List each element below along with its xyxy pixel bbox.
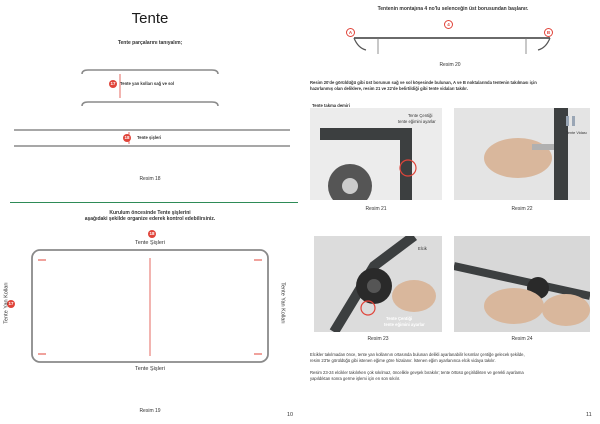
paragraph1-line1: Resim 20'de görüldüğü gibi üst borunun sağ ve sol köşesinde bulunan, A ve B noktalarında tentenin takılması için: [310, 80, 537, 85]
page-number-right: 11: [586, 412, 592, 418]
figure-18-caption: Resim 18: [139, 176, 161, 182]
photo-24: [454, 236, 590, 332]
canopy-rods-label: Tente şişleri: [137, 135, 162, 140]
figure-24-caption: Resim 24: [511, 336, 533, 342]
frame-bottom-label: Tente Şişleri: [135, 366, 165, 372]
frame-layout-illustration: [28, 246, 272, 366]
assembly-note-line1: Kurulum öncesinde Tente şişlerini: [109, 210, 191, 216]
photo21-label-right1: Tente Çentiği: [408, 113, 433, 118]
photo23-label-bottom1: Tente Çentiği: [386, 316, 413, 321]
side-bar-illustration: [80, 68, 220, 108]
section-divider: [10, 202, 298, 203]
intro-text: Tentenin montajına 4 no'lu selenceğin üst borusundan başlanır.: [377, 6, 529, 12]
frame-right-label: Tente Yan Kolları: [279, 282, 286, 324]
paragraph2-line2: resim 23'te görüldüğü gibi istenen eğime göre hizalanır. İstenen eğim ayarlanınca elcik vidaya takılır.: [310, 358, 496, 363]
figure-22-caption: Resim 22: [511, 206, 533, 212]
photo22-label: Tente Vidası: [566, 131, 587, 135]
page-title: Tente: [131, 10, 169, 27]
photo21-label-left: Tente takma demiri: [312, 103, 350, 108]
frame-top-marker: 18: [149, 231, 155, 236]
side-bar-marker: 17: [110, 81, 116, 86]
parts-heading: Tente parçalarını tanıyalım;: [117, 40, 183, 46]
frame-top-label: Tente Şişleri: [135, 240, 165, 246]
paragraph3-line2: yapıldıktan sonra germe işlemi için en son sıkılır.: [310, 376, 401, 381]
paragraph1-line2: hazırlanmış olan deliklere, resim 21 ve 22'de belirtildiği gibi tente vidaları takılır.: [310, 86, 468, 91]
page-number-left: 10: [287, 412, 294, 418]
top-pipe-illustration: [348, 26, 556, 56]
paragraph3-line1: Resim 23-24 elcikler takılırken çok sıkılmaz, öncelikle gevşek bırakılır; tente örtüsü geçirildikten ve gerekli ayarlama: [310, 370, 524, 375]
photo23-label-elcik: Elcik: [418, 246, 427, 251]
photo23-label-bottom2: tente eğimini ayarlar: [384, 322, 425, 327]
side-bar-label: Tente yan kolları sağ ve sol: [120, 81, 175, 86]
marker-a: A: [346, 28, 355, 37]
figure-21-caption: Resim 21: [365, 206, 387, 212]
marker-b: B: [544, 28, 553, 37]
paragraph2-line1: Elcikler takılmadan önce, tente yan kollarının ortasında bulunan delikli ayarlanabilir kısımlar çentiğe gelecek şekilde,: [310, 352, 525, 357]
figure-20-caption: Resim 20: [439, 62, 461, 68]
figure-23-caption: Resim 23: [367, 336, 389, 342]
right-page: [300, 0, 600, 424]
photo-22: [454, 108, 590, 200]
photo21-label-right2: tente eğimini ayarlar: [398, 119, 436, 124]
canopy-rods-marker: 18: [124, 135, 130, 140]
frame-left-label: Tente Yan Kolları: [3, 282, 10, 324]
figure-19-caption: Resim 19: [139, 408, 161, 414]
marker-4: 4: [444, 20, 453, 29]
frame-left-marker: 17: [8, 301, 14, 306]
assembly-note-line2: aşağıdaki şekilde organize ederek kontrol edebilirsiniz.: [84, 216, 216, 222]
